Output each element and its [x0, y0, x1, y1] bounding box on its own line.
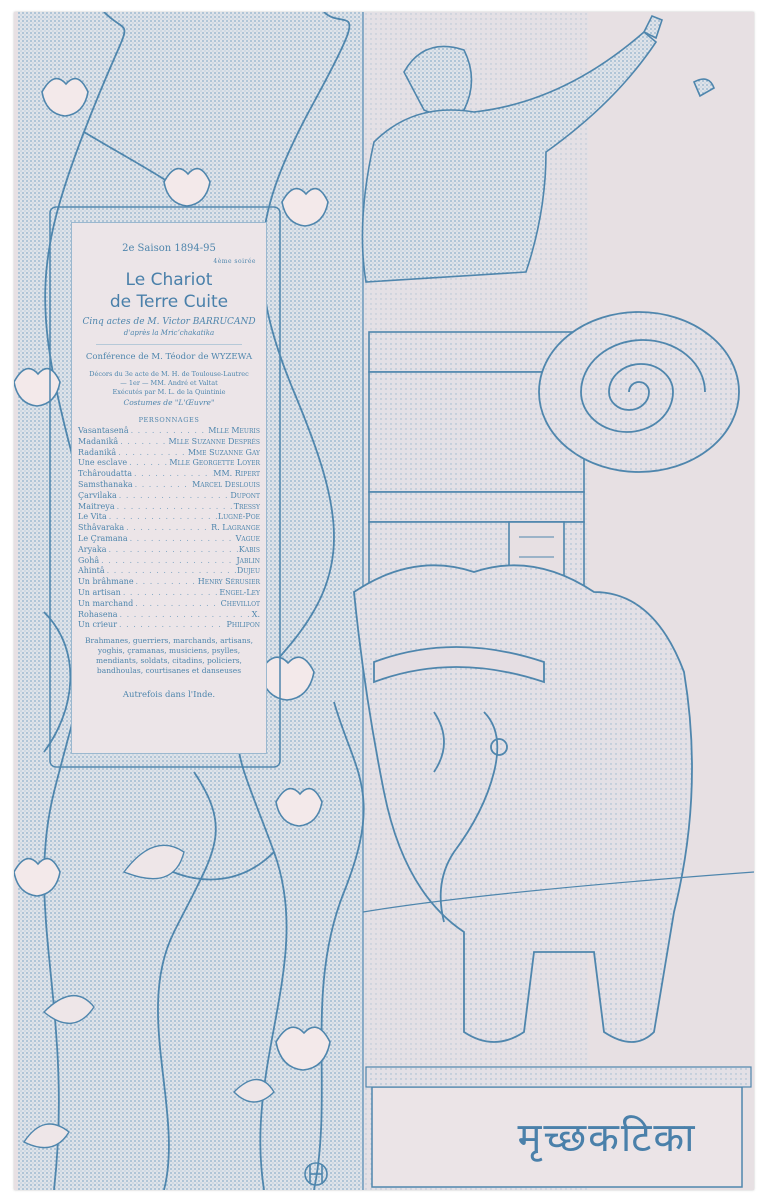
cast-row — [78, 491, 260, 502]
season-label: 2e Saison 1894-95 — [122, 243, 216, 254]
leader-dots — [127, 458, 169, 469]
cast-row — [78, 566, 260, 577]
ensemble-list: Brahmanes, guerriers, marchands, artisans, yoghis, çramanas, musiciens, psylles, mendiants, soldats, citadins, policiers, bandhoulas, courtisanes et danseuses — [85, 636, 253, 676]
cast-row — [78, 448, 260, 459]
cast-role: Tchâroudatta — [78, 469, 132, 479]
cast-role: Le Çramana — [78, 533, 128, 543]
author-credit: Cinq actes de M. Victor BARRUCAND — [82, 317, 256, 327]
cast-actor: Marcel Deslouis — [192, 479, 260, 489]
cast-row — [78, 534, 260, 545]
conference-credit: Conférence de M. Téodor de WYZEWA — [85, 352, 253, 362]
devanagari-title: मृच्छकटिका — [517, 1115, 697, 1161]
poster-sheet — [14, 12, 754, 1190]
cast-role: Maitreya — [78, 501, 115, 511]
cast-role: Un crieur — [78, 620, 118, 630]
cast-actor: X. — [251, 609, 260, 619]
leader-dots — [132, 469, 213, 480]
leader-dots — [116, 448, 188, 459]
cast-row — [78, 469, 260, 480]
cast-row — [78, 512, 260, 523]
cast-row — [78, 620, 260, 631]
cast-row — [78, 588, 260, 599]
cast-actor: Dupont — [230, 490, 260, 500]
cast-row — [78, 437, 260, 448]
cast-role: Un artisan — [78, 587, 121, 597]
leader-dots — [118, 610, 252, 621]
decor-line-3: Exécutés par M. L. de la Quintinie — [112, 388, 226, 396]
leader-dots — [107, 512, 218, 523]
decor-line-2: — 1er — MM. André et Valtat — [120, 379, 218, 387]
cast-heading: PERSONNAGES — [138, 416, 200, 424]
spiral-wheel — [539, 312, 739, 472]
cast-actor: Mme Suzanne Gay — [187, 447, 260, 457]
cast-actor: Mlle Suzanne Després — [168, 436, 260, 446]
cast-actor: Mlle Georgette Loyer — [169, 458, 260, 468]
cast-role: Un brâhmane — [78, 577, 134, 587]
cast-role: Le Vita — [78, 512, 107, 522]
cast-actor: Philipon — [226, 620, 260, 630]
play-title — [78, 269, 260, 313]
source-credit: d'après la Mricʼchakatika — [123, 329, 215, 337]
cast-role: Samsthanaka — [78, 479, 133, 489]
cast-role: Un marchand — [78, 598, 134, 608]
cast-role: Radanikâ — [78, 447, 117, 457]
cast-actor: Henry Sérusier — [197, 577, 260, 587]
leader-dots — [105, 566, 237, 577]
cast-row — [78, 545, 260, 556]
leader-dots — [117, 491, 231, 502]
leader-dots — [129, 426, 209, 437]
cast-actor: Tressy — [233, 501, 260, 511]
cast-actor: Vague — [235, 533, 260, 543]
decor-line-1: Décors du 3e acte de M. H. de Toulouse-Lautrec — [89, 370, 249, 378]
cast-actor: Dujeu — [236, 566, 260, 576]
cast-actor: Mlle Meuris — [208, 426, 260, 435]
cast-role: Sthâvaraka — [78, 523, 125, 533]
leader-dots — [124, 523, 211, 534]
cast-row — [78, 458, 260, 469]
cast-actor: Engel-Ley — [219, 587, 260, 597]
play-title-line-1: Le Chariot — [125, 270, 213, 290]
cast-role: Une esclave — [78, 458, 128, 468]
cast-row — [78, 556, 260, 567]
cast-actor: MM. Ripert — [213, 469, 260, 479]
leader-dots — [128, 534, 236, 545]
divider — [96, 344, 242, 345]
decor-credits — [78, 370, 260, 397]
cast-actor: Chevillot — [220, 598, 260, 608]
cast-role: Çarvilaka — [78, 490, 117, 500]
cast-row — [78, 577, 260, 588]
cast-role: Rohasena — [78, 609, 118, 619]
leader-dots — [115, 502, 234, 513]
cast-row — [78, 426, 260, 437]
cast-row — [78, 502, 260, 513]
cast-row — [78, 523, 260, 534]
cast-list — [78, 426, 260, 631]
leader-dots — [133, 480, 192, 491]
soiree-label: 4ème soirée — [213, 258, 256, 265]
leader-dots — [118, 437, 168, 448]
leader-dots — [133, 599, 220, 610]
leader-dots — [117, 620, 226, 631]
cast-role: Aryaka — [78, 544, 107, 554]
leader-dots — [121, 588, 220, 599]
cast-actor: Lugné-Poe — [217, 512, 260, 522]
leader-dots — [107, 545, 239, 556]
play-title-line-2: de Terre Cuite — [109, 292, 229, 312]
cast-row — [78, 610, 260, 621]
cast-actor: R. Lagrange — [211, 523, 260, 533]
cast-role: Vasantasenâ — [78, 426, 129, 435]
cast-row — [78, 599, 260, 610]
leader-dots — [99, 556, 236, 567]
cast-role: Ahintâ — [78, 566, 105, 576]
cast-actor: Jablin — [236, 555, 260, 565]
setting-note: Autrefois dans l'Inde. — [122, 690, 216, 701]
cast-actor: Kabis — [238, 544, 260, 554]
cast-role: Gohâ — [78, 555, 100, 565]
cast-role: Madanikâ — [78, 436, 119, 446]
costumes-credit: Costumes de "L'Œuvre" — [123, 398, 215, 407]
leader-dots — [134, 577, 198, 588]
cast-row — [78, 480, 260, 491]
program-card — [71, 222, 267, 754]
